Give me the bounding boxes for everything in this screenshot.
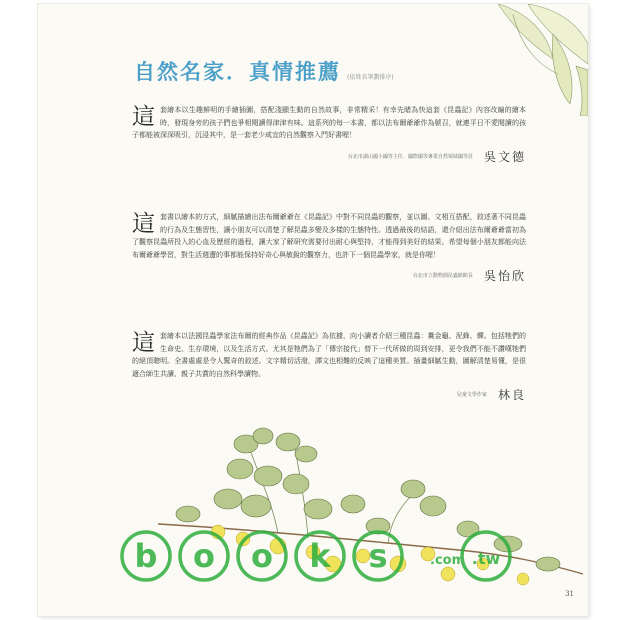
signer-name: 吳文德 xyxy=(483,149,526,164)
svg-text:s: s xyxy=(368,537,388,575)
book-page xyxy=(38,4,588,616)
drop-cap: 這 xyxy=(132,211,155,237)
signer-title: 兒童文學作家 xyxy=(456,392,487,398)
recommendation-2 xyxy=(132,211,526,284)
drop-cap: 這 xyxy=(132,330,155,356)
recommendation-text: 套繪本以法國昆蟲學家法布爾的經典作品《昆蟲記》為依據，向小讀者介紹三種昆蟲：糞金龜、泥蜂、蟬。包括牠們的生命史、生存環境，以及生活方式。尤其是牠們為了「傳宗接代」替下一代所做的周到安排，更令我們不能不讚嘆牠們的絕頂聰明。全書處處是令人驚奇的敘述。文字精切活潑，譯文也相難的反映了這種美質。插畫細膩生動，圖解清楚易懂，是很適合師生共讀、親子共賞的自然科學讀物。 xyxy=(132,332,526,378)
svg-text:o: o xyxy=(193,537,215,575)
svg-text:k: k xyxy=(309,537,331,575)
header xyxy=(134,56,394,86)
page-subtitle: (依姓名筆劃排序) xyxy=(347,74,394,81)
page-title: 自然名家．真情推薦 xyxy=(134,60,341,84)
svg-text:b: b xyxy=(134,537,158,575)
signer-title: 台北市湖山國小國等主任．國際國等專業自然領域國等員 xyxy=(347,153,473,160)
signature xyxy=(132,265,526,284)
signature xyxy=(132,384,526,403)
recommendation-1 xyxy=(132,104,526,165)
svg-text:.tw: .tw xyxy=(471,549,501,568)
recommendation-text: 套繪本以生趣鮮明的手繪插圖，搭配淺顯生動的自然故事，非常精采！有幸先睹為快這套《昆蟲記》內容改編的繪本時，發現身旁的孩子們也爭相閱讀得津津有味。這系列的每一本書，都以法布爾爺爺作為號召，就連平日不愛閱讀的孩子都能被深深吸引，沉浸其中，是一套老少咸宜的自然觀察入門好書喔！ xyxy=(132,106,526,139)
signature xyxy=(132,146,526,165)
signer-name: 林良 xyxy=(497,388,526,402)
leaf-illustration-top xyxy=(458,4,588,116)
signer-title: 台北市立動物園昆蟲館館長 xyxy=(412,273,473,279)
svg-text:.com: .com xyxy=(430,553,466,568)
watermark-logo xyxy=(116,522,536,592)
recommendation-3 xyxy=(132,330,526,403)
drop-cap: 這 xyxy=(132,104,155,130)
page-number: 31 xyxy=(565,590,574,598)
svg-text:o: o xyxy=(251,537,273,575)
signer-name: 吳怡欣 xyxy=(483,269,526,283)
recommendation-text: 套書以繪本的方式，細膩描繪出法布爾爺爺在《昆蟲記》中對不同昆蟲的觀察，並以圖、文相互搭配，敘述著不同昆蟲的行為及生態習性，讓小朋友可以清楚了解昆蟲多變及多樣的生態特性。透過最後的結語，還介紹出法布爾爺爺當初為了觀察昆蟲所投入的心血及歷經的過程，讓大家了解研究需要付出耐心與堅持，才能得到美好的結果。希望每個小朋友都能向法布爾爺爺學習，對生活週遭的事都能保持好奇心與敏銳的觀察力，也許下一個昆蟲學家，就是你喔！ xyxy=(132,213,526,259)
